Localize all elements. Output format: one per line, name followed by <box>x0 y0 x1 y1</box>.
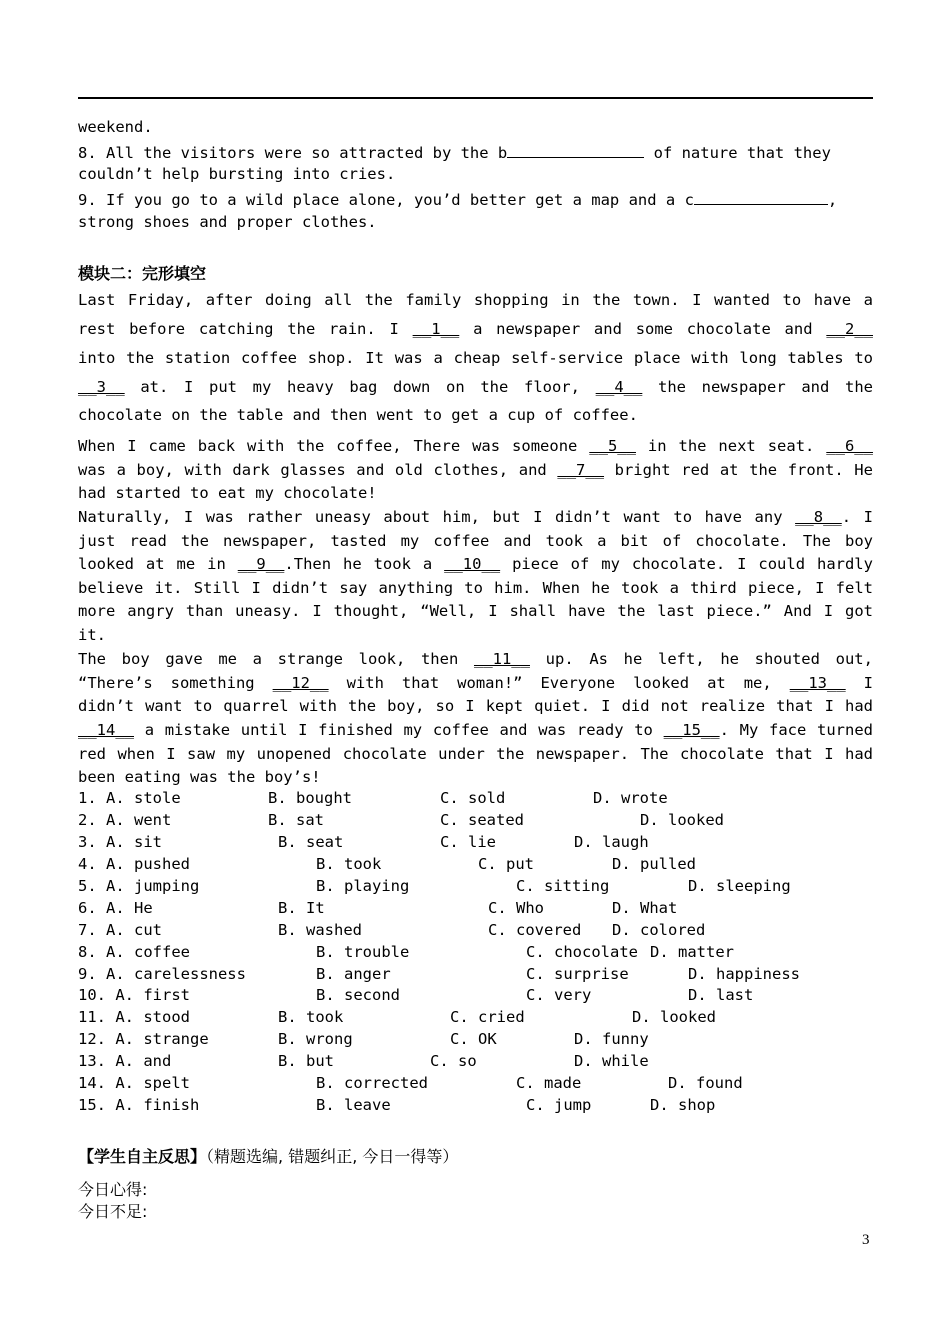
option-d: D. looked <box>632 1008 716 1026</box>
passage-line: Last Friday, after doing all the family shopping in the town. I wanted to have a <box>78 291 873 309</box>
blank-1: __1__ <box>412 320 460 338</box>
option-d: D. looked <box>640 811 724 829</box>
option-a: 14. A. spelt <box>78 1074 190 1092</box>
option-c: C. chocolate <box>526 943 638 961</box>
blank-15: __15__ <box>663 721 720 739</box>
passage-line: didn’t want to quarrel with the boy, so I kept quiet. I did not realize that I had <box>78 697 873 715</box>
option-a: 11. A. stood <box>78 1008 190 1026</box>
passage-line: chocolate on the table and then went to get a cup of coffee. <box>78 406 638 424</box>
option-b: B. bought <box>268 789 352 807</box>
option-d: D. laugh <box>574 833 649 851</box>
passage-line: red when I saw my unopened chocolate under the newspaper. The chocolate that I had <box>78 745 873 763</box>
option-c: C. jump <box>526 1096 592 1114</box>
option-b: B. took <box>278 1008 344 1026</box>
option-a: 5. A. jumping <box>78 877 200 895</box>
option-b: B. wrong <box>278 1030 353 1048</box>
option-b: B. second <box>316 986 400 1004</box>
today-lack-label: 今日不足: <box>78 1202 148 1221</box>
passage-line: __14__ a mistake until I finished my coffee and was ready to __15__. My face turned <box>78 721 873 739</box>
question-9: 9. If you go to a wild place alone, you’d better get a map and a c , <box>78 188 873 210</box>
answer-blank[interactable] <box>507 141 644 158</box>
reflection-note: （精题选编, 错题纠正, 今日一得等） <box>206 1147 459 1166</box>
passage-line: The boy gave me a strange look, then __11__ up. As he left, he shouted out, <box>78 650 873 668</box>
option-c: C. covered <box>488 921 582 939</box>
option-b: B. trouble <box>316 943 410 961</box>
reflection-title: 【学生自主反思】 <box>78 1147 207 1166</box>
option-c: C. put <box>478 855 534 873</box>
option-d: D. funny <box>574 1030 649 1048</box>
option-d: D. colored <box>612 921 706 939</box>
option-c: C. so <box>430 1052 477 1070</box>
passage-line: __3__ at. I put my heavy bag down on the floor, __4__ the newspaper and the <box>78 378 873 396</box>
option-d: D. last <box>688 986 754 1004</box>
blank-13: __13__ <box>789 674 846 692</box>
option-c: C. cried <box>450 1008 525 1026</box>
question-8-cont: couldn’t help bursting into cries. <box>78 165 396 183</box>
blank-8: __8__ <box>795 508 842 526</box>
page-number: 3 <box>862 1232 870 1248</box>
option-c: C. seated <box>440 811 524 829</box>
option-a: 7. A. cut <box>78 921 162 939</box>
option-a: 12. A. strange <box>78 1030 209 1048</box>
option-b: B. but <box>278 1052 334 1070</box>
blank-5: __5__ <box>589 437 636 455</box>
option-a: 10. A. first <box>78 986 190 1004</box>
today-gain-label: 今日心得: <box>78 1180 148 1199</box>
module-2-heading: 模块二：完形填空 <box>78 264 207 283</box>
option-a: 9. A. carelessness <box>78 965 246 983</box>
question-8: 8. All the visitors were so attracted by the b of nature that they <box>78 141 873 163</box>
option-a: 13. A. and <box>78 1052 172 1070</box>
option-a: 4. A. pushed <box>78 855 190 873</box>
option-d: D. pulled <box>612 855 696 873</box>
option-a: 3. A. sit <box>78 833 162 851</box>
passage-line: rest before catching the rain. I __1__ a newspaper and some chocolate and __2__ <box>78 320 873 338</box>
option-b: B. anger <box>316 965 391 983</box>
answer-blank[interactable] <box>694 188 828 205</box>
option-c: C. OK <box>450 1030 497 1048</box>
option-b: B. sat <box>268 811 324 829</box>
passage-line: into the station coffee shop. It was a cheap self-service place with long tables to <box>78 349 873 367</box>
option-c: C. lie <box>440 833 496 851</box>
blank-10: __10__ <box>444 555 501 573</box>
question-9-cont: strong shoes and proper clothes. <box>78 213 377 231</box>
passage-line: When I came back with the coffee, There was someone __5__ in the next seat. __6__ <box>78 437 873 455</box>
passage-line: Naturally, I was rather uneasy about him, but I didn’t want to have any __8__. I <box>78 508 873 526</box>
passage-line: was a boy, with dark glasses and old clothes, and __7__ bright red at the front. He <box>78 461 873 479</box>
passage-line: more angry than uneasy. I thought, “Well, I shall have the last piece.” And I got <box>78 602 873 620</box>
reflection-heading <box>78 1144 458 1167</box>
option-b: B. took <box>316 855 382 873</box>
blank-7: __7__ <box>557 461 605 479</box>
passage-line: believe it. Still I didn’t say anything to him. When he took a third piece, I felt <box>78 579 873 597</box>
option-c: C. very <box>526 986 592 1004</box>
option-b: B. playing <box>316 877 410 895</box>
blank-14: __14__ <box>78 721 134 739</box>
blank-3: __3__ <box>78 378 125 396</box>
option-c: C. sold <box>440 789 506 807</box>
option-d: D. matter <box>650 943 734 961</box>
option-d: D. wrote <box>593 789 668 807</box>
option-a: 2. A. went <box>78 811 172 829</box>
blank-6: __6__ <box>826 437 873 455</box>
option-d: D. found <box>668 1074 743 1092</box>
blank-2: __2__ <box>826 320 873 338</box>
passage-line: “There’s something __12__ with that woman!” Everyone looked at me, __13__ I <box>78 674 874 692</box>
header-rule <box>78 97 873 99</box>
option-d: D. sleeping <box>688 877 791 895</box>
option-b: B. seat <box>278 833 344 851</box>
option-d: D. What <box>612 899 678 917</box>
option-b: B. corrected <box>316 1074 428 1092</box>
option-d: D. shop <box>650 1096 716 1114</box>
option-c: C. surprise <box>526 965 629 983</box>
blank-9: __9__ <box>237 555 285 573</box>
option-b: B. leave <box>316 1096 391 1114</box>
weekend-line: weekend. <box>78 118 153 136</box>
option-d: D. while <box>574 1052 649 1070</box>
blank-4: __4__ <box>595 378 643 396</box>
blank-11: __11__ <box>473 650 530 668</box>
option-a: 1. A. stole <box>78 789 181 807</box>
passage-line: just read the newspaper, tasted my coffee and took a bit of chocolate. The boy <box>78 532 873 550</box>
option-c: C. Who <box>488 899 544 917</box>
option-a: 6. A. He <box>78 899 153 917</box>
option-d: D. happiness <box>688 965 800 983</box>
option-c: C. sitting <box>516 877 610 895</box>
passage-line: it. <box>78 626 106 644</box>
option-b: B. It <box>278 899 325 917</box>
option-b: B. washed <box>278 921 362 939</box>
passage-line: been eating was the boy’s! <box>78 768 321 786</box>
passage-line: looked at me in __9__.Then he took a __10__ piece of my chocolate. I could hardly <box>78 555 873 573</box>
option-a: 15. A. finish <box>78 1096 200 1114</box>
blank-12: __12__ <box>272 674 329 692</box>
option-c: C. made <box>516 1074 582 1092</box>
passage-line: had started to eat my chocolate! <box>78 484 377 502</box>
option-a: 8. A. coffee <box>78 943 190 961</box>
